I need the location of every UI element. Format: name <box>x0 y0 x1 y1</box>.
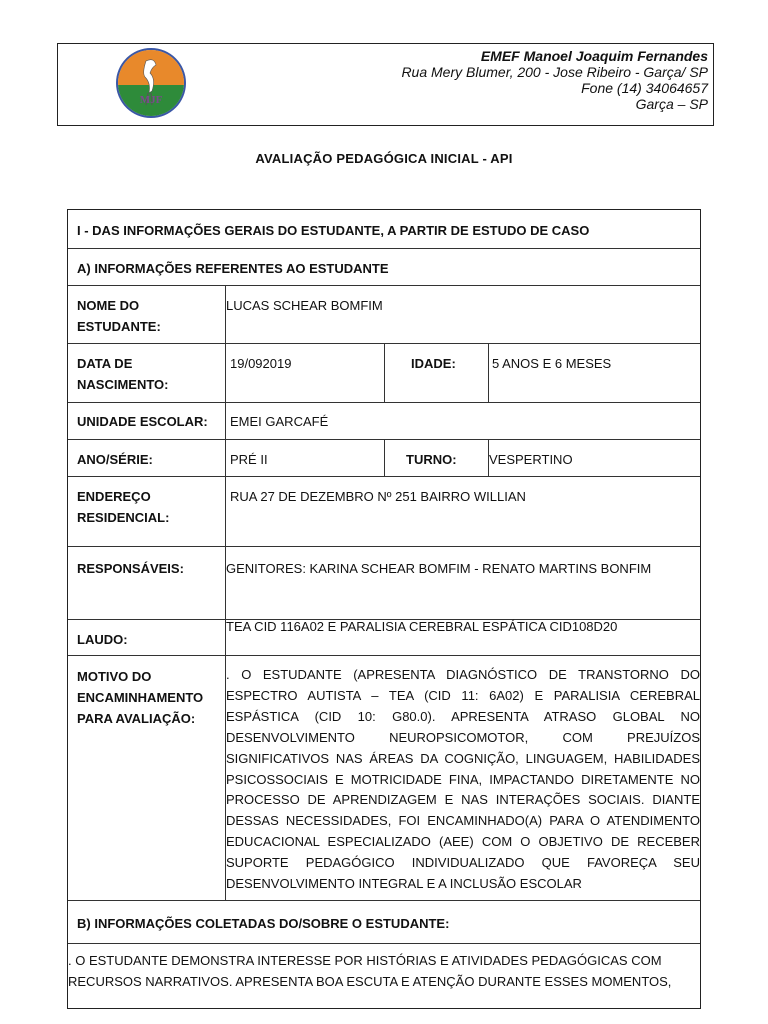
laudo-value: TEA CID 116A02 E PARALISIA CEREBRAL ESPÁTICA CID108D20 <box>226 619 618 634</box>
idade-label: IDADE: <box>411 356 456 371</box>
school-address: Rua Mery Blumer, 200 - Jose Ribeiro - Garça/ SP <box>401 64 708 80</box>
student-info-table <box>67 209 701 1009</box>
turno-label: TURNO: <box>406 452 457 467</box>
nome-value: LUCAS SCHEAR BOMFIM <box>226 298 383 313</box>
school-city: Garça – SP <box>635 96 708 112</box>
endereco-label: ENDEREÇO RESIDENCIAL: <box>77 489 170 525</box>
idade-value: 5 ANOS E 6 MESES <box>492 356 612 371</box>
responsaveis-label: RESPONSÁVEIS: <box>77 561 184 576</box>
nascimento-value: 19/092019 <box>230 356 292 371</box>
section-b-text: . O ESTUDANTE DEMONSTRA INTERESSE POR HISTÓRIAS E ATIVIDADES PEDAGÓGICAS COM RECURSOS NARRATIVOS. APRESENTA BOA ESCUTA E ATENÇÃO DURANTE ESSES MOMENTOS, <box>68 953 672 989</box>
unidade-label: UNIDADE ESCOLAR: <box>77 414 208 429</box>
motivo-text: . O ESTUDANTE (APRESENTA DIAGNÓSTICO DE TRANSTORNO DO ESPECTRO AUTISTA – TEA (CID 11: 6A02) E PARALISIA CEREBRAL ESPÁSTICA (CID 10: G80.0). APRESENTA ATRASO GLOBAL NO DESENVOLVIMENTO NEUROPSICOMOTOR, COM PREJUÍZOS SIGNIFICATIVOS NAS ÁREAS DA COGNIÇÃO, LINGUAGEM, HABILIDADES PSICOSSOCIAIS E MOTRICIDADE FINA, IMPACTANDO DIRETAMENTE NO PROCESSO DE APRENDIZAGEM E NAS INTERAÇÕES SOCIAIS. DIANTE DESSAS NECESSIDADES, FOI ENCAMINHADO(A) PARA O ATENDIMENTO EDUCACIONAL ESPECIALIZADO (AEE) COM O OBJETIVO DE RECEBER SUPORTE PEDAGÓGICO INDIVIDUALIZADO QUE FAVOREÇA SEU DESENVOLVIMENTO INTEGRAL E A INCLUSÃO ESCOLAR <box>226 667 700 892</box>
ano-serie-label: ANO/SÉRIE: <box>77 452 153 467</box>
turno-value: VESPERTINO <box>489 452 573 467</box>
school-logo <box>112 47 190 119</box>
unidade-value: EMEI GARCAFÉ <box>230 414 329 429</box>
laudo-label: LAUDO: <box>77 632 128 647</box>
section-i-heading: I - DAS INFORMAÇÕES GERAIS DO ESTUDANTE, A PARTIR DE ESTUDO DE CASO <box>77 223 590 238</box>
document-title: AVALIAÇÃO PEDAGÓGICA INICIAL - API <box>255 151 513 166</box>
ano-serie-value: PRÉ II <box>230 452 268 467</box>
section-b-heading: B) INFORMAÇÕES COLETADAS DO/SOBRE O ESTUDANTE: <box>77 916 450 931</box>
responsaveis-value: GENITORES: KARINA SCHEAR BOMFIM - RENATO MARTINS BONFIM <box>226 561 652 576</box>
section-a-heading: A) INFORMAÇÕES REFERENTES AO ESTUDANTE <box>77 261 389 276</box>
nascimento-label: DATA DE NASCIMENTO: <box>77 356 169 392</box>
school-info <box>288 48 708 112</box>
school-name: EMEF Manoel Joaquim Fernandes <box>480 48 708 64</box>
nome-label: NOME DO ESTUDANTE: <box>77 298 161 334</box>
motivo-label: MOTIVO DO ENCAMINHAMENTO PARA AVALIAÇÃO: <box>77 669 204 726</box>
school-phone: Fone (14) 34064657 <box>581 80 708 96</box>
endereco-value: RUA 27 DE DEZEMBRO Nº 251 BAIRRO WILLIAN <box>230 489 526 504</box>
svg-text:MJF: MJF <box>139 94 163 106</box>
